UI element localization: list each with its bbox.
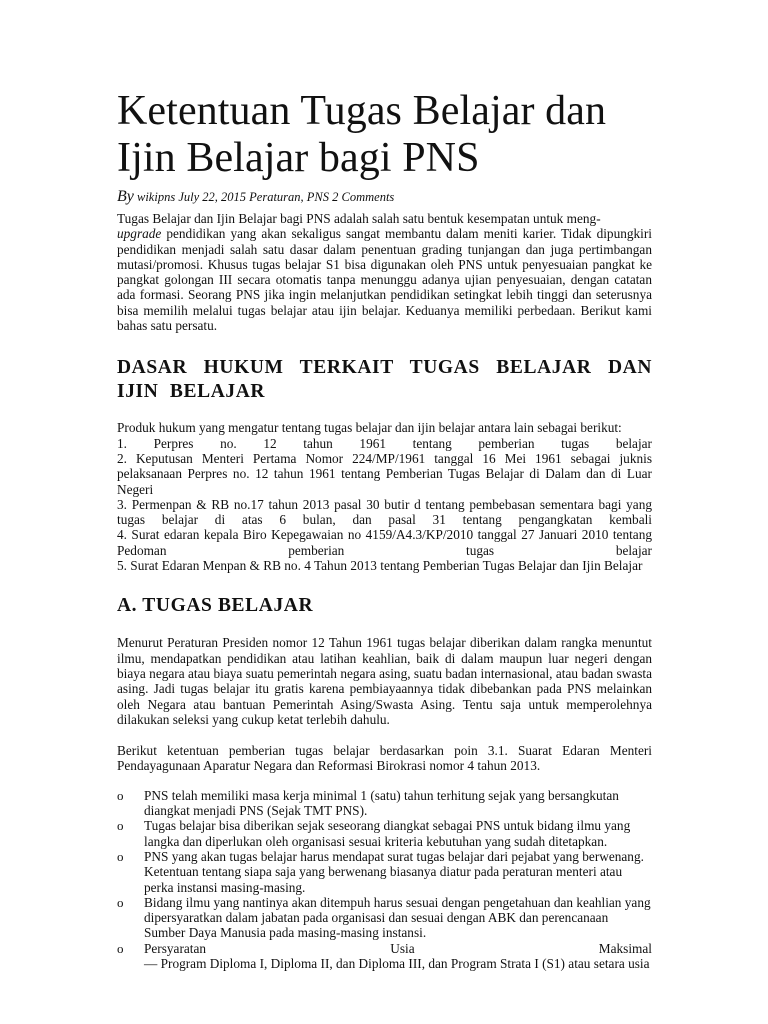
- bullet-circle-icon: o: [117, 787, 124, 803]
- list-item-text: Tugas belajar bisa diberikan sejak seseorang diangkat sebagai PNS untuk bidang ilmu yang langka dan diperlukan oleh organisasi sesuai kriteria kebutuhan yang sudah ditetapkan.: [144, 818, 631, 849]
- tugas-belajar-requirements-list: [117, 788, 652, 972]
- dasar-hukum-item-2: 2. Keputusan Menteri Pertama Nomor 224/MP/1961 tanggal 16 Mei 1961 sebagai juknis pelaksanaan Perpres no. 12 tahun 1961 tentang Pemberian Tugas Belajar di Dalam dan di Luar Negeri: [117, 450, 652, 497]
- dasar-hukum-item-4: 4. Surat edaran kepala Biro Kepegawaian no 4159/A4.3/KP/2010 tanggal 27 Januari 2010 tentang Pedoman pemberian tugas belajar: [117, 527, 652, 558]
- intro-part-1: Tugas Belajar dan Ijin Belajar bagi PNS adalah salah satu bentuk kesempatan untuk meng-: [117, 211, 601, 226]
- bullet-circle-icon: o: [117, 940, 124, 956]
- byline-author: wikipns: [137, 190, 176, 204]
- bullet-circle-icon: o: [117, 848, 124, 864]
- bullet-circle-icon: o: [117, 894, 124, 910]
- section-heading-dasar-hukum: DASAR HUKUM TERKAIT TUGAS BELAJAR DAN IJIN BELAJAR: [117, 357, 652, 403]
- list-item-text: Bidang ilmu yang nantinya akan ditempuh harus sesuai dengan pengetahuan dan keahlian yang dipersyaratkan dalam jabatan pada organisasi dan sesuai dengan ABK dan perencanaan Sumber Daya Manusia pada masing-masing instansi.: [144, 894, 651, 941]
- section-heading-tugas-belajar: A. TUGAS BELAJAR: [117, 595, 314, 617]
- byline-comments: 2 Comments: [332, 190, 395, 204]
- page-title: [117, 88, 652, 182]
- dasar-hukum-item-5: 5. Surat Edaran Menpan & RB no. 4 Tahun 2013 tentang Pemberian Tugas Belajar dan Ijin Belajar: [117, 558, 643, 574]
- bullet-circle-icon: o: [117, 818, 124, 834]
- list-item-text: PNS telah memiliki masa kerja minimal 1 (satu) tahun terhitung sejak yang bersangkutan diangkat menjadi PNS (Sejak TMT PNS).: [144, 787, 619, 819]
- byline-category: Peraturan, PNS: [249, 190, 330, 204]
- dasar-hukum-block: [117, 420, 652, 573]
- title-line-1: Ketentuan Tugas Belajar dan: [117, 88, 607, 134]
- list-item-text: PNS yang akan tugas belajar harus mendapat surat tugas belajar dari pejabat yang berwenang. Ketentuan tentang siapa saja yang berwenang biasanya diatur pada peraturan menteri atau perka instansi masing-masing.: [144, 848, 644, 895]
- list-item: [117, 788, 652, 819]
- tugas-belajar-paragraph-1: Menurut Peraturan Presiden nomor 12 Tahun 1961 tugas belajar diberikan dalam rangka menuntut ilmu, mendapatkan pendidikan atau latihan keahlian, baik di dalam maupun luar negeri dengan biaya negara atau biaya suatu pemerintah negara asing, suatu badan internasional, atau badan swasta asing. Jadi tugas belajar itu gratis karena pembiayaannya tidak dibebankan pada PNS melainkan oleh Negara atau bantuan Pemerintah Asing/Swasta Asing. Tentu saja untuk memperolehnya dilakukan seleksi yang cukup ketat terlebih dahulu.: [117, 635, 652, 727]
- list-item-text-age-heading: Persyaratan Usia Maksimal: [144, 940, 652, 956]
- list-item-text-age-detail: — Program Diploma I, Diploma II, dan Diploma III, dan Program Strata I (S1) atau setara usia: [144, 955, 650, 971]
- tugas-belajar-paragraph-2: Berikut ketentuan pemberian tugas belajar berdasarkan poin 3.1. Suarat Edaran Menteri Pendayagunaan Aparatur Negara dan Reformasi Birokrasi nomor 4 tahun 2013.: [117, 743, 652, 774]
- intro-emphasis: upgrade: [117, 226, 162, 242]
- list-item: [117, 895, 652, 941]
- title-line-2: Ijin Belajar bagi PNS: [117, 135, 480, 181]
- dasar-hukum-lead: Produk hukum yang mengatur tentang tugas belajar dan ijin belajar antara lain sebagai berikut:: [117, 420, 622, 436]
- list-item: [117, 941, 652, 972]
- intro-part-2: pendidikan yang akan sekaligus sangat membantu dalam meniti karier. Tidak dipungkiri pendidikan menjadi salah satu dasar dalam penentuan grading tunjangan dan juga pertimbangan mutasi/promosi. Khusus tugas belajar S1 bisa digunakan oleh PNS untuk penyesuaian pangkat ke pangkat golongan III secara otomatis tanpa menunggu adanya ujian penyesuaian, dengan catatan ada formasi. Seorang PNS jika ingin melanjutkan pendidikan setingkat lebih tinggi dan seterusnya bisa memilih melalui tugas belajar atau ijin belajar. Keduanya memiliki perbedaan. Berikut kami bahas satu persatu.: [117, 226, 652, 334]
- byline: [117, 189, 652, 205]
- dasar-hukum-item-1: 1. Perpres no. 12 tahun 1961 tentang pemberian tugas belajar: [117, 435, 652, 451]
- byline-by: By: [117, 188, 134, 205]
- list-item: [117, 849, 652, 895]
- intro-paragraph: [117, 211, 652, 333]
- list-item: [117, 818, 652, 849]
- paragraph-gap: [117, 727, 652, 743]
- dasar-hukum-item-3: 3. Permenpan & RB no.17 tahun 2013 pasal 30 butir d tentang pembebasan sementara bagi yang tugas belajar di atas 6 bulan, dan pasal 31 tentang pengangkatan kembali: [117, 496, 652, 528]
- byline-date: July 22, 2015: [178, 190, 247, 204]
